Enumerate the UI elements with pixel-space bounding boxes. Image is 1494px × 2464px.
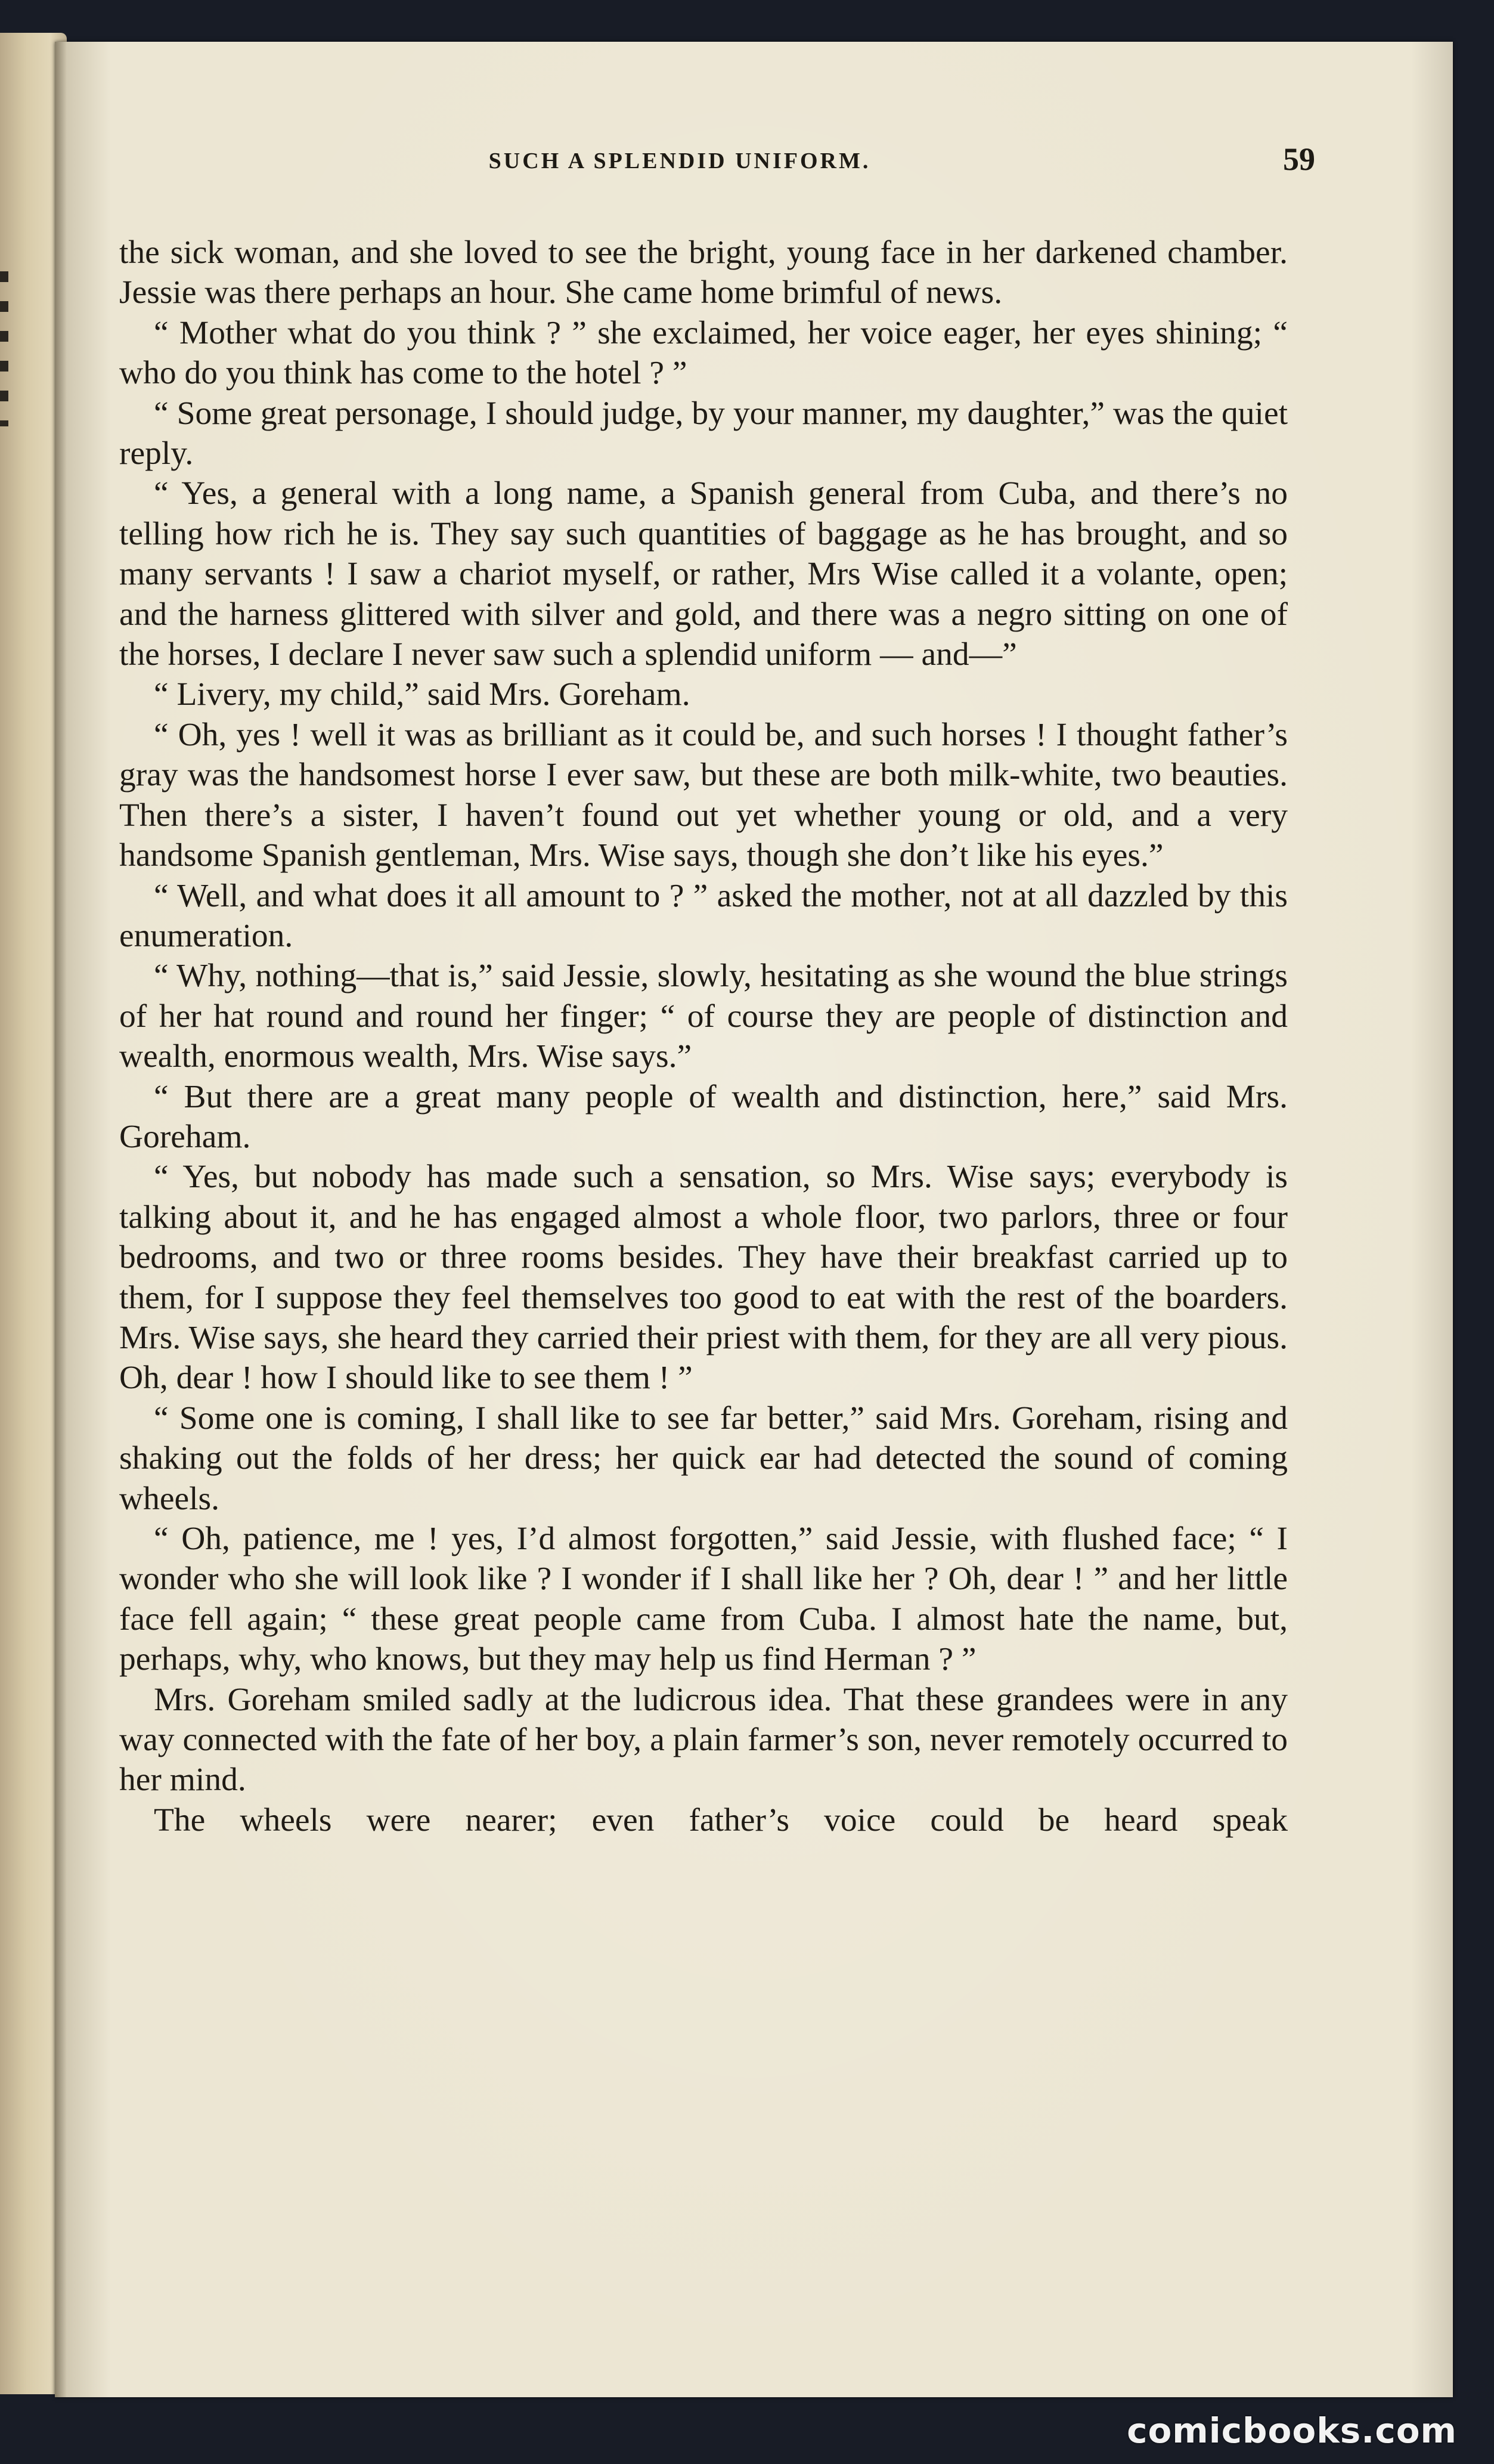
facing-page-text-fragments [0,271,8,426]
site-watermark: comicbooks.com [1127,2410,1457,2451]
paragraph: Mrs. Goreham smiled sadly at the ludicrous idea. That these grandees were in any way connected with the fate of her boy, a plain farmer’s son, never remotely occurred to her mind. [119,1681,1288,1799]
paragraph: “ Oh, yes ! well it was as brilliant as it could be, and such horses ! I thought father’s gray was the handsomest horse I ever saw, but these are both milk-white, two beauties. Then there’s a sister, I haven’t found out yet whether young or old, and a very handsome Spanish gentleman, Mrs. Wise says, though she don’t like his eyes.” [119,716,1288,874]
paragraph: “ Why, nothing—that is,” said Jessie, slowly, hesitating as she wound the blue strings of her hat round and round her finger; “ of course they are people of distinction and wealth, enormous wealth, Mrs. Wise says.” [119,958,1288,1075]
paragraph: the sick woman, and she loved to see the bright, young face in her darkened chamber. Jessie was there perhaps an hour. She came home brimful of news. [119,234,1288,311]
body-text [119,233,1288,1840]
paragraph: “ But there are a great many people of wealth and distinction, here,” said Mrs. Goreham. [119,1078,1288,1155]
paragraph: “ Mother what do you think ? ” she exclaimed, her voice eager, her eyes shining; “ who do you think has come to the hotel ? ” [119,314,1288,392]
paragraph: “ Yes, a general with a long name, a Spanish general from Cuba, and there’s no telling how rich he is. They say such quantities of baggage as he has brought, and so many servants ! I saw a chariot myself, or rather, Mrs Wise called it a volante, open; and the harness glittered with silver and gold, and there was a negro sitting on one of the horses, I declare I never saw such a splendid uniform — and—” [119,475,1288,673]
paragraph: “ Livery, my child,” said Mrs. Goreham. [154,676,690,713]
paragraph: “ Well, and what does it all amount to ? ” asked the mother, not at all dazzled by this enumeration. [119,877,1288,954]
paragraph: The wheels were nearer; even father’s voice could be heard speak [154,1801,1288,1838]
gutter-shadow [55,42,67,2397]
paragraph: “ Yes, but nobody has made such a sensation, so Mrs. Wise says; everybody is talking about it, and he has engaged almost a whole floor, two parlors, three or four bedrooms, and two or three rooms besides. They have their breakfast carried up to them, for I suppose they feel themselves too good to eat with the rest of the boarders. Mrs. Wise says, she heard they carried their priest with them, for they are all very pious. Oh, dear ! how I should like to see them ! ” [119,1159,1288,1397]
paragraph: “ Some one is coming, I shall like to see far better,” said Mrs. Goreham, rising and shaking out the folds of her dress; her quick ear had detected the sound of coming wheels. [119,1400,1288,1517]
page-number: 59 [1283,141,1315,177]
paragraph: “ Some great personage, I should judge, by your manner, my daughter,” was the quiet reply. [119,395,1288,472]
paragraph: “ Oh, patience, me ! yes, I’d almost forgotten,” said Jessie, with flushed face; “ I wonder who she will look like ? I wonder if I shall like her ? Oh, dear ! ” and her little face fell again; “ these great people came from Cuba. I almost hate the name, but, perhaps, why, who knows, but they may help us find Herman ? ” [119,1521,1288,1678]
running-head: SUCH A SPLENDID UNIFORM. [488,148,871,174]
